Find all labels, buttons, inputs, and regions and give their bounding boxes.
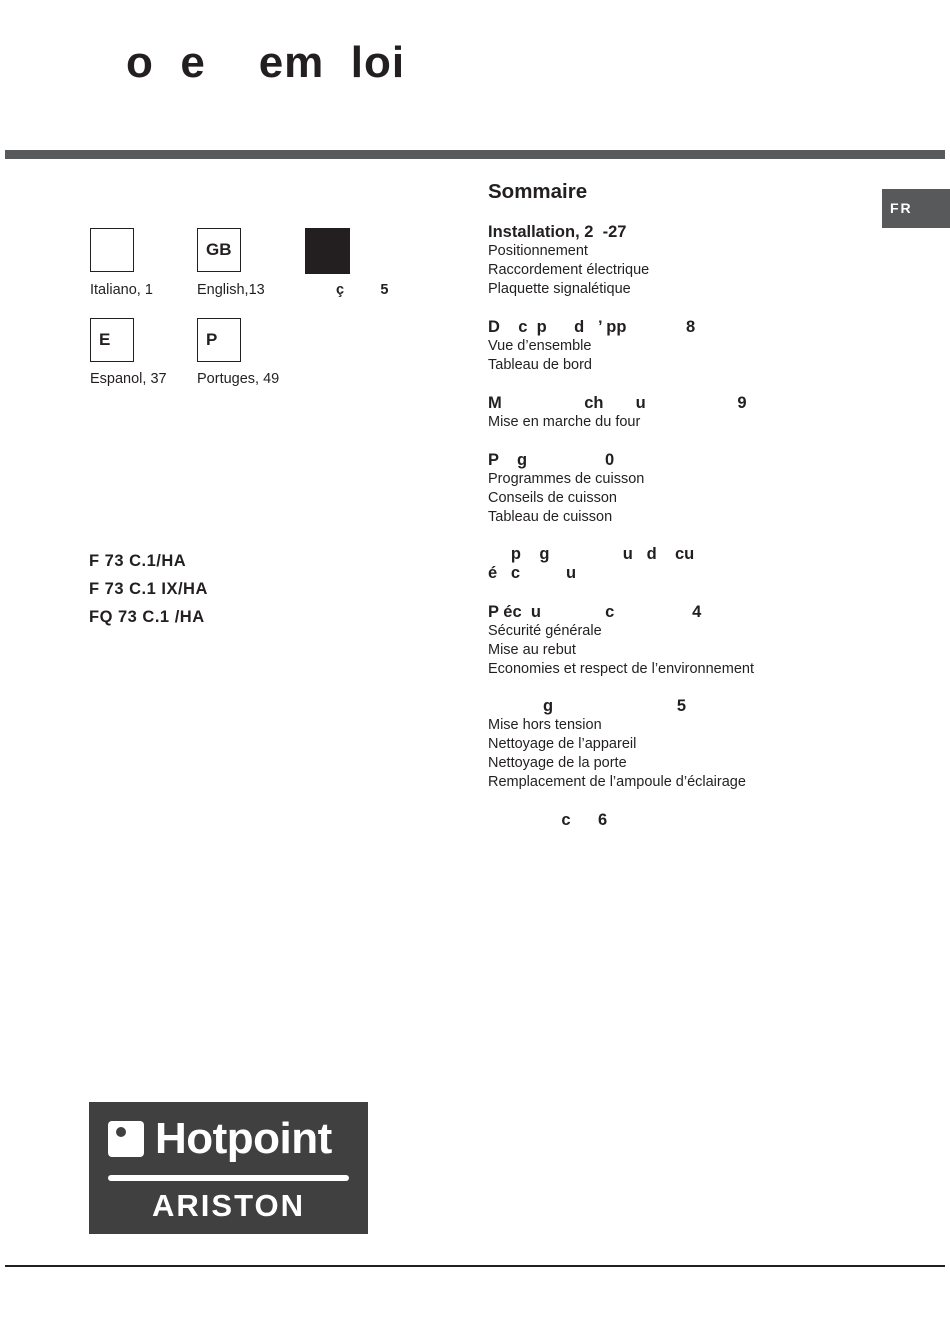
toc-title: Sommaire (488, 180, 588, 203)
lang-label-dark[interactable]: ç 5 (336, 282, 389, 298)
brand-mark-dot (116, 1127, 126, 1137)
toc-item[interactable]: Raccordement électrique (488, 262, 650, 278)
toc-heading[interactable]: Installation, 2 -27 (488, 223, 627, 241)
lang-box-portuguese[interactable]: P (197, 318, 241, 362)
lang-label-english[interactable]: English,13 (197, 282, 265, 298)
toc-heading[interactable]: c 6 (488, 811, 608, 829)
logo-brand-text: Hotpoint (155, 1114, 332, 1163)
toc-heading[interactable]: P éc u c 4 (488, 603, 702, 621)
lang-box-dark[interactable] (305, 228, 350, 274)
model-name: F 73 C.1/HA (89, 552, 187, 570)
lang-box-spanish[interactable]: E (90, 318, 134, 362)
toc-heading[interactable]: P g 0 (488, 451, 615, 469)
lang-box-italian[interactable] (90, 228, 134, 272)
toc-item[interactable]: Tableau de cuisson (488, 509, 613, 525)
toc-heading[interactable]: D c p d ’ pp 8 (488, 318, 696, 336)
toc-section-programmateur (488, 545, 828, 583)
toc-item[interactable]: Conseils de cuisson (488, 490, 617, 506)
toc-item[interactable]: Mise au rebut (488, 642, 576, 658)
toc-item[interactable]: Tableau de bord (488, 357, 592, 373)
logo-sub-text: ARISTON (152, 1188, 305, 1223)
logo-divider (108, 1175, 349, 1181)
toc-item[interactable]: Sécurité générale (488, 623, 602, 639)
model-name: F 73 C.1 IX/HA (89, 580, 208, 598)
lang-label-spanish[interactable]: Espanol, 37 (90, 371, 167, 387)
lang-label-italian[interactable]: Italiano, 1 (90, 282, 153, 298)
toc-item[interactable]: Vue d’ensemble (488, 338, 592, 354)
toc-item[interactable]: Mise hors tension (488, 717, 602, 733)
toc-section-installation (488, 222, 828, 299)
toc-section-entretien (488, 696, 828, 792)
top-divider-bar (5, 150, 945, 159)
toc-item[interactable]: Remplacement de l’ampoule d’éclairage (488, 774, 746, 790)
bottom-divider-line (5, 1265, 945, 1267)
toc-item[interactable]: Plaquette signalétique (488, 281, 631, 297)
page-title: o e em loi (126, 38, 406, 87)
toc-heading[interactable]: M ch u 9 (488, 394, 747, 412)
toc-heading[interactable]: g 5 (488, 697, 687, 715)
toc-section-assistance (488, 810, 828, 830)
toc-section-programmes (488, 450, 828, 527)
toc-item[interactable]: Nettoyage de la porte (488, 755, 627, 771)
toc-item[interactable]: Positionnement (488, 243, 588, 259)
toc-section-description (488, 317, 828, 375)
model-name: FQ 73 C.1 /HA (89, 608, 205, 626)
hotpoint-ariston-logo (89, 1102, 368, 1234)
brand-mark-icon (108, 1121, 144, 1157)
toc-item[interactable]: Mise en marche du four (488, 414, 641, 430)
lang-label-portuguese[interactable]: Portuges, 49 (197, 371, 280, 387)
toc-item[interactable]: Programmes de cuisson (488, 471, 645, 487)
toc-heading[interactable]: p g u d cu é c u (488, 545, 695, 582)
toc-section-precautions (488, 602, 828, 679)
language-tab-fr[interactable]: FR (882, 189, 950, 228)
lang-box-english[interactable]: GB (197, 228, 241, 272)
toc-item[interactable]: Nettoyage de l’appareil (488, 736, 637, 752)
toc-item[interactable]: Economies et respect de l’environnement (488, 661, 754, 677)
toc-section-mise-en-marche (488, 393, 828, 432)
